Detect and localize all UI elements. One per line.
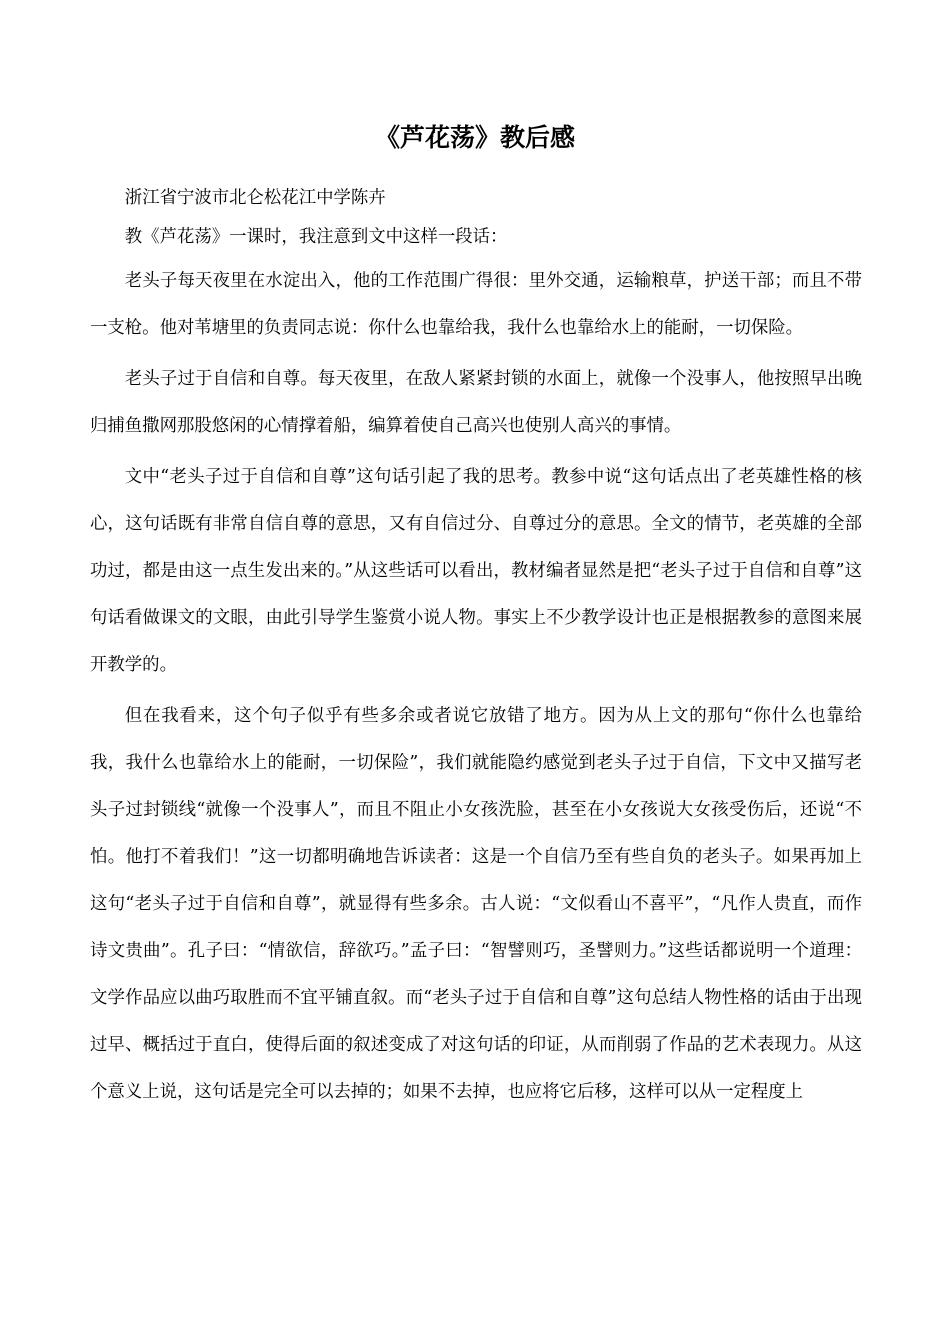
author-line: 浙江省宁波市北仑松花江中学陈卉: [124, 188, 386, 208]
paragraph-intro: 教《芦花荡》一课时，我注意到文中这样一段话：: [124, 227, 508, 247]
document-body: [90, 180, 862, 1120]
paragraph-quote-2: 老头子过于自信和自尊。每天夜里，在敌人紧紧封锁的水面上，就像一个没事人，他按照早出晚归捕鱼撒网那股悠闲的心情撑着船，编算着使自己高兴也使别人高兴的事情。: [90, 369, 862, 436]
paragraph-quote-1: 老头子每天夜里在水淀出入，他的工作范围广得很：里外交通，运输粮草，护送干部；而且不带一支枪。他对苇塘里的负责同志说：你什么也靠给我，我什么也靠给水上的能耐，一切保险。: [90, 271, 862, 338]
paragraph-argument: 但在我看来，这个句子似乎有些多余或者说它放错了地方。因为从上文的那句“你什么也靠给我，我什么也靠给水上的能耐，一切保险”，我们就能隐约感觉到老头子过于自信，下文中又描写老头子过封锁线“就像一个没事人”，而且不阻止小女孩洗脸，甚至在小女孩说大女孩受伤后，还说“不怕。他打不着我们！”这一切都明确地告诉读者：这是一个自信乃至有些自负的老头子。如果再加上这句“老头子过于自信和自尊”，就显得有些多余。古人说：“文似看山不喜平”，“凡作人贵直，而作诗文贵曲”。孔子曰：“情欲信，辞欲巧。”孟子曰：“智譬则巧，圣譬则力。”这些话都说明一个道理：文学作品应以曲巧取胜而不宜平铺直叙。而“老头子过于自信和自尊”这句总结人物性格的话由于出现过早、概括过于直白，使得后面的叙述变成了对这句话的印证，从而削弱了作品的艺术表现力。从这个意义上说，这句话是完全可以去掉的；如果不去掉，也应将它后移，这样可以从一定程度上: [90, 706, 862, 1102]
paragraph-analysis: 文中“老头子过于自信和自尊”这句话引起了我的思考。教参中说“这句话点出了老英雄性格的核心，这句话既有非常自信自尊的意思，又有自信过分、自尊过分的意思。全文的情节，老英雄的全部功过，都是由这一点生发出来的。”从这些话可以看出，教材编者显然是把“老头子过于自信和自尊”这句话看做课文的文眼，由此引导学生鉴赏小说人物。事实上不少教学设计也正是根据教参的意图来展开教学的。: [90, 467, 862, 675]
document-title: 《芦花荡》教后感: [374, 123, 575, 152]
